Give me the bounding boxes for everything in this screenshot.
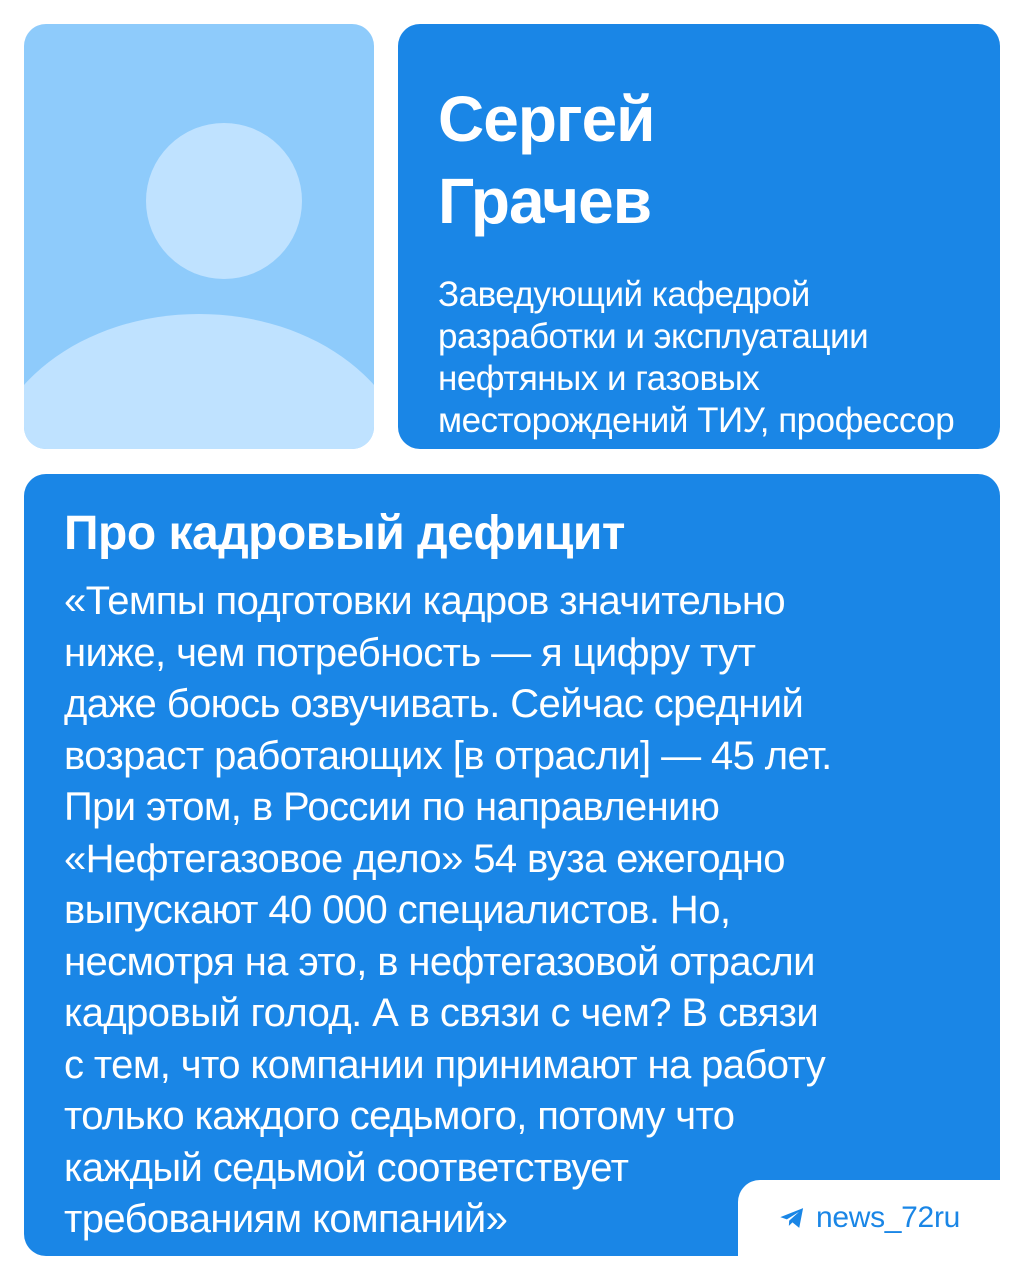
person-position: Заведующий кафедрой разработки и эксплуатации нефтяных и газовых месторождений ТИУ, профессор [438, 275, 955, 440]
person-first-name: Сергей [438, 83, 655, 155]
avatar-head-shape [146, 123, 302, 279]
avatar-body-shape [24, 314, 374, 449]
person-info-card [398, 24, 1000, 449]
quote-text: «Темпы подготовки кадров значительно ниже, чем потребность — я цифру тут даже боюсь озвучивать. Сейчас средний возраст работающих [в отрасли] — 45 лет. При этом, в России по направлению «Нефтегазовое дело» 54 вуза ежегодно выпускают 40 000 специалистов. Но, несмотря на это, в нефтегазовой отрасли кадровый голод. А в связи с чем? В связи с тем, что компании принимают на работу только каждого седьмого, потому что каждый седьмой соответствует требованиям компаний» [64, 579, 832, 1241]
person-last-name: Грачев [438, 165, 652, 237]
avatar-placeholder [24, 24, 374, 449]
person-name [438, 78, 970, 242]
source-label: news_72ru [815, 1201, 961, 1234]
source-badge[interactable] [738, 1180, 1000, 1256]
telegram-icon [778, 1204, 806, 1232]
quote-title: Про кадровый дефицит [64, 507, 625, 560]
quote-card [24, 474, 1000, 1256]
